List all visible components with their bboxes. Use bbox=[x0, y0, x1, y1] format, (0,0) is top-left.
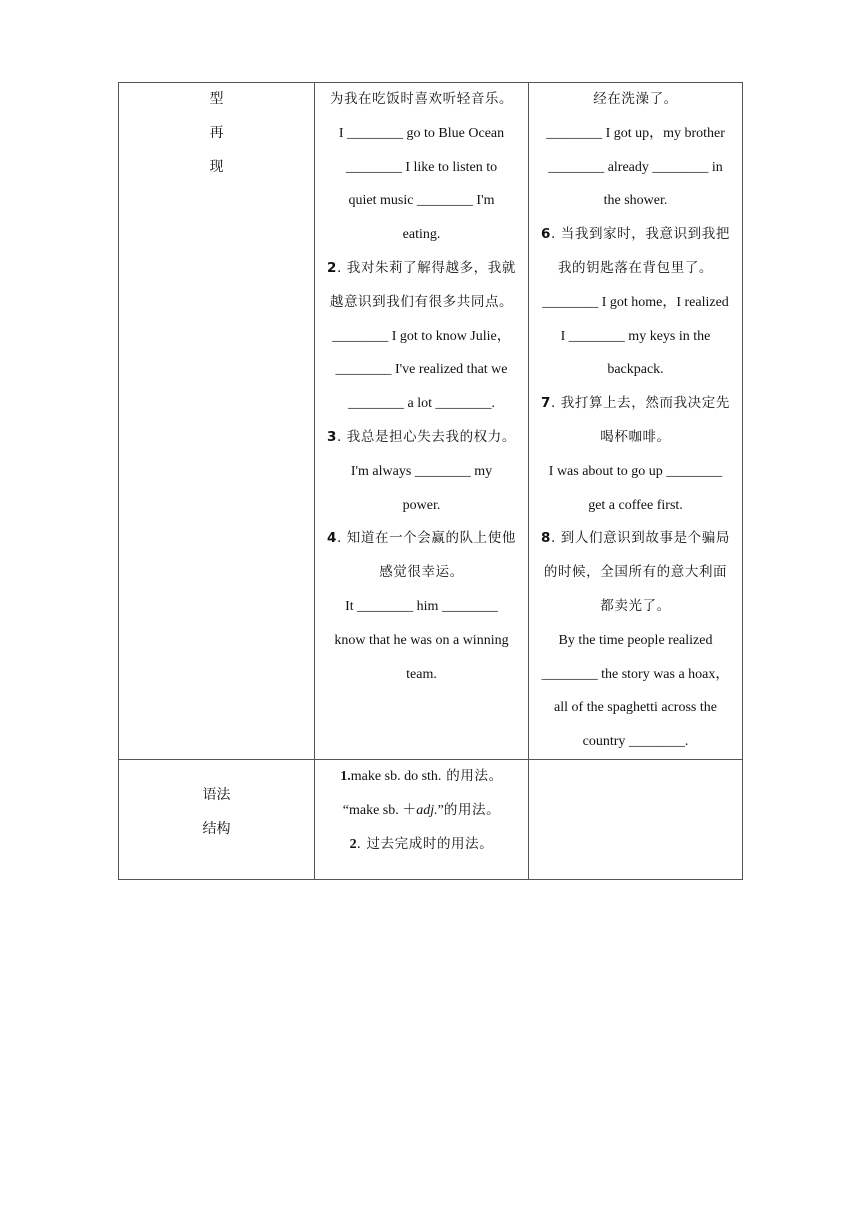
chinese-sentence-line bbox=[537, 522, 734, 556]
item-number: 4 bbox=[327, 530, 337, 547]
english-sentence-line bbox=[323, 387, 520, 421]
row-label-line: 再 bbox=[209, 124, 224, 141]
english-sentence-line bbox=[537, 286, 734, 320]
english-sentence-line bbox=[323, 489, 520, 523]
sentence-text: ________ I got home，I realized bbox=[542, 294, 729, 310]
grammar-point-1 bbox=[323, 760, 520, 794]
grammar-phrase: make sb. do sth. bbox=[350, 768, 442, 784]
chinese-sentence-line bbox=[323, 522, 520, 556]
grammar-point-2 bbox=[323, 828, 520, 862]
chinese-sentence-line bbox=[323, 556, 520, 590]
sentence-text: I was about to go up ________ bbox=[548, 463, 723, 479]
sentence-text: 为我在吃饭时喜欢听轻音乐。 bbox=[329, 91, 514, 107]
sentence-text: By the time people realized bbox=[558, 632, 713, 648]
english-sentence-line bbox=[537, 320, 734, 354]
sentence-text: ________ already ________ in bbox=[548, 159, 723, 175]
row-label-cell bbox=[119, 759, 315, 879]
item-number: 3 bbox=[327, 428, 337, 445]
sentence-text: 的时候，全国所有的意大利面 bbox=[543, 564, 728, 581]
chinese-sentence-line bbox=[537, 556, 734, 590]
sentence-text: quiet music ________ I'm bbox=[348, 193, 495, 209]
sentence-text: 喝杯咖啡。 bbox=[600, 428, 671, 445]
grammar-point-1b bbox=[323, 794, 520, 828]
sentence-text: . 我打算上去，然而我决定先 bbox=[551, 395, 730, 412]
sentence-text: . 到人们意识到故事是个骗局 bbox=[551, 530, 730, 547]
sentence-text: I ________ go to Blue Ocean bbox=[338, 125, 505, 141]
grammar-points-cell bbox=[315, 759, 529, 879]
grammar-note: . 过去完成时的用法。 bbox=[356, 835, 494, 852]
chinese-sentence-line bbox=[537, 387, 734, 421]
sentence-text: ________ I've realized that we bbox=[335, 362, 508, 378]
sentence-text: ________ I got to know Julie， bbox=[332, 328, 511, 344]
item-number: 1. bbox=[340, 768, 351, 784]
sentence-text: 经在洗澡了。 bbox=[593, 91, 678, 107]
sentence-text: . 我总是担心失去我的权力。 bbox=[337, 428, 516, 445]
sentence-text: all of the spaghetti across the bbox=[554, 700, 717, 716]
english-sentence-line bbox=[537, 117, 734, 151]
english-sentence-line bbox=[323, 218, 520, 252]
english-sentence-line bbox=[323, 184, 520, 218]
grammar-phrase-close: ” bbox=[437, 802, 444, 818]
english-sentence-line bbox=[537, 725, 734, 759]
item-number: 2 bbox=[327, 259, 337, 276]
english-sentence-line bbox=[323, 151, 520, 185]
table-row-grammar-structure bbox=[119, 759, 743, 879]
chinese-sentence-line bbox=[537, 421, 734, 455]
english-sentence-line bbox=[323, 320, 520, 354]
item-number: 8 bbox=[541, 530, 551, 547]
sentence-text: . 我对朱莉了解得越多，我就 bbox=[337, 259, 516, 276]
row-label-cell bbox=[119, 83, 315, 760]
sentence-text: eating. bbox=[402, 227, 441, 243]
grammar-note: 的用法。 bbox=[443, 801, 501, 818]
empty-cell bbox=[529, 759, 743, 879]
english-sentence-line bbox=[537, 455, 734, 489]
english-sentence-line bbox=[323, 590, 520, 624]
item-number: 7 bbox=[541, 395, 551, 412]
english-sentence-line bbox=[323, 658, 520, 692]
grammar-table bbox=[118, 82, 743, 880]
sentence-text: It ________ him ________ bbox=[345, 598, 498, 614]
sentence-text: 我的钥匙落在背包里了。 bbox=[557, 259, 714, 276]
sentence-text: 都卖光了。 bbox=[600, 597, 671, 614]
sentence-text: ________ I got up，my brother bbox=[546, 125, 725, 141]
sentence-text: ________ the story was a hoax， bbox=[541, 666, 730, 682]
chinese-sentence-line bbox=[537, 83, 734, 117]
sentence-text: . 当我到家时，我意识到我把 bbox=[551, 226, 730, 243]
english-sentence-line bbox=[537, 184, 734, 218]
chinese-sentence-line bbox=[323, 286, 520, 320]
english-sentence-line bbox=[537, 489, 734, 523]
row-label-line: 语法 bbox=[202, 786, 231, 803]
item-number: 2 bbox=[349, 836, 357, 852]
sentence-text: team. bbox=[406, 666, 437, 682]
sentence-text: ________ I like to listen to bbox=[345, 159, 498, 175]
chinese-sentence-line bbox=[323, 421, 520, 455]
english-sentence-line bbox=[323, 455, 520, 489]
english-sentence-line bbox=[537, 658, 734, 692]
english-sentence-line bbox=[537, 353, 734, 387]
sentence-text: I ________ my keys in the bbox=[560, 328, 711, 344]
chinese-sentence-line bbox=[537, 590, 734, 624]
english-sentence-line bbox=[537, 691, 734, 725]
chinese-sentence-line bbox=[323, 252, 520, 286]
sentences-column-right bbox=[529, 83, 743, 760]
sentence-text: 越意识到我们有很多共同点。 bbox=[329, 293, 514, 310]
sentence-text: . 知道在一个会赢的队上使他 bbox=[337, 530, 516, 547]
grammar-phrase-adj: adj. bbox=[416, 802, 438, 818]
chinese-sentence-line bbox=[323, 83, 520, 117]
english-sentence-line bbox=[323, 624, 520, 658]
row-label-line: 现 bbox=[209, 158, 224, 175]
sentence-text: power. bbox=[402, 497, 441, 513]
row-label-line: 结构 bbox=[202, 820, 231, 837]
english-sentence-line bbox=[537, 624, 734, 658]
chinese-sentence-line bbox=[537, 218, 734, 252]
chinese-sentence-line bbox=[537, 252, 734, 286]
sentence-text: get a coffee first. bbox=[588, 497, 683, 513]
sentence-text: the shower. bbox=[603, 193, 668, 209]
row-label-line: 型 bbox=[209, 91, 224, 107]
sentence-text: know that he was on a winning bbox=[334, 632, 509, 648]
sentence-text: ________ a lot ________. bbox=[348, 396, 495, 412]
english-sentence-line bbox=[323, 117, 520, 151]
english-sentence-line bbox=[323, 353, 520, 387]
table-row-sentence-patterns bbox=[119, 83, 743, 760]
sentence-text: 感觉很幸运。 bbox=[379, 564, 464, 581]
grammar-phrase: “make sb. ＋ bbox=[342, 802, 417, 818]
sentence-text: backpack. bbox=[607, 362, 664, 378]
english-sentence-line bbox=[537, 151, 734, 185]
grammar-note: 的用法。 bbox=[441, 767, 503, 784]
sentence-text: country ________. bbox=[582, 734, 689, 750]
item-number: 6 bbox=[541, 226, 551, 243]
sentence-text: I'm always ________ my bbox=[350, 463, 493, 479]
sentences-column-left bbox=[315, 83, 529, 760]
